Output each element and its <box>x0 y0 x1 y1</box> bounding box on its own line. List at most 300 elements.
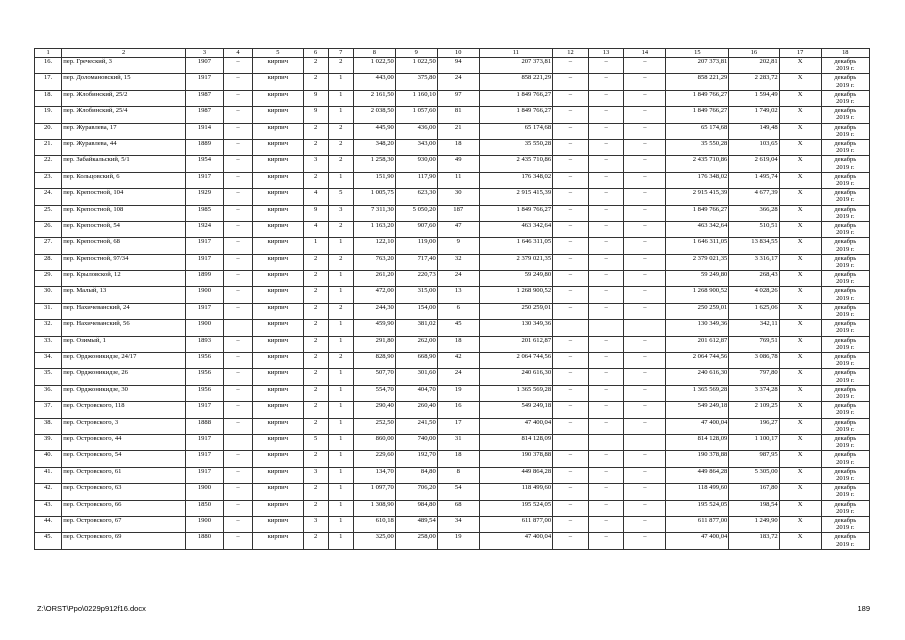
repair-cost-cell: 47 400,04 <box>479 533 552 549</box>
repair-cost-cell: 611 877,00 <box>479 516 552 532</box>
col14-cell: – <box>624 402 666 418</box>
col14-cell <box>624 434 666 450</box>
col4-cell: – <box>223 418 252 434</box>
residents-cell: 81 <box>437 107 479 123</box>
total-cost-cell: 2 379 021,35 <box>666 254 729 270</box>
unit-cost-cell: 5 305,00 <box>729 467 779 483</box>
col12-cell: – <box>553 484 589 500</box>
total-cost-cell: 2 435 710,86 <box>666 156 729 172</box>
address-cell: пер. Доломановский, 15 <box>62 74 186 90</box>
entrances-cell: 1 <box>328 74 353 90</box>
year-built-cell: 1987 <box>186 107 224 123</box>
entrances-cell: 2 <box>328 156 353 172</box>
deadline-cell <box>821 434 869 450</box>
row-number-cell: 19. <box>35 107 62 123</box>
unit-cost-cell: 366,28 <box>729 205 779 221</box>
deadline-month: декабрь <box>834 156 857 164</box>
total-area-cell: 229,60 <box>353 451 395 467</box>
deadline-year: 2019 г. <box>836 393 855 401</box>
col14-cell: – <box>624 533 666 549</box>
floors-cell: 9 <box>303 205 328 221</box>
col17-cell: Х <box>779 467 821 483</box>
col17-cell: Х <box>779 369 821 385</box>
living-area-cell: 1 057,60 <box>395 107 437 123</box>
deadline-year: 2019 г. <box>836 458 855 466</box>
deadline-month: декабрь <box>834 451 857 459</box>
deadline-cell <box>821 385 869 401</box>
year-built-cell: 1907 <box>186 58 224 74</box>
col13-cell: – <box>588 238 624 254</box>
unit-cost-cell: 198,54 <box>729 500 779 516</box>
address-cell: пер. Журавлева, 17 <box>62 123 186 139</box>
row-number-cell: 20. <box>35 123 62 139</box>
year-built-cell: 1914 <box>186 123 224 139</box>
total-area-cell: 244,30 <box>353 303 395 319</box>
address-cell: пер. Крепостной, 54 <box>62 221 186 237</box>
unit-cost-cell: 268,43 <box>729 271 779 287</box>
total-cost-cell: 449 864,28 <box>666 467 729 483</box>
residents-cell: 13 <box>437 287 479 303</box>
row-number-cell: 22. <box>35 156 62 172</box>
col14-cell: – <box>624 418 666 434</box>
entrances-cell: 1 <box>328 369 353 385</box>
col4-cell: – <box>223 467 252 483</box>
total-cost-cell: 2 915 415,39 <box>666 189 729 205</box>
address-cell: пер. Орджоникидзе, 24/17 <box>62 353 186 369</box>
wall-material-cell: кирпич <box>253 434 303 450</box>
header-cell: 10 <box>437 49 479 58</box>
wall-material-cell: кирпич <box>253 238 303 254</box>
living-area-cell: 192,70 <box>395 451 437 467</box>
col17-cell: Х <box>779 58 821 74</box>
entrances-cell: 2 <box>328 123 353 139</box>
entrances-cell: 2 <box>328 254 353 270</box>
total-cost-cell: 118 499,60 <box>666 484 729 500</box>
col13-cell: – <box>588 139 624 155</box>
col14-cell <box>624 320 666 336</box>
row-number-cell: 23. <box>35 172 62 188</box>
unit-cost-cell: 183,72 <box>729 533 779 549</box>
year-built-cell: 1917 <box>186 238 224 254</box>
wall-material-cell: кирпич <box>253 500 303 516</box>
footer-file-path: Z:\ORST\Ppo\0229p912f16.docx <box>37 604 146 613</box>
address-cell: пер. Крепостной, 97/34 <box>62 254 186 270</box>
living-area-cell: 117,90 <box>395 172 437 188</box>
repair-cost-cell: 190 378,88 <box>479 451 552 467</box>
col4-cell: – <box>223 238 252 254</box>
col12-cell: – <box>553 205 589 221</box>
deadline-cell <box>821 58 869 74</box>
col4-cell: – <box>223 385 252 401</box>
col17-cell: Х <box>779 205 821 221</box>
deadline-year: 2019 г. <box>836 442 855 450</box>
col13-cell: – <box>588 484 624 500</box>
unit-cost-cell: 202,81 <box>729 58 779 74</box>
floors-cell: 2 <box>303 369 328 385</box>
total-area-cell: 290,40 <box>353 402 395 418</box>
col13-cell: – <box>588 516 624 532</box>
residents-cell: 24 <box>437 369 479 385</box>
repair-cost-cell: 1 849 766,27 <box>479 90 552 106</box>
address-cell: пер. Островского, 67 <box>62 516 186 532</box>
unit-cost-cell: 3 086,78 <box>729 353 779 369</box>
floors-cell: 2 <box>303 172 328 188</box>
floors-cell: 2 <box>303 418 328 434</box>
col17-cell: Х <box>779 90 821 106</box>
footer-page-number: 189 <box>857 604 870 613</box>
col13-cell: – <box>588 123 624 139</box>
repair-cost-cell: 1 849 766,27 <box>479 205 552 221</box>
address-cell: пер. Жлобинский, 25/2 <box>62 90 186 106</box>
unit-cost-cell: 103,65 <box>729 139 779 155</box>
deadline-month: декабрь <box>834 434 857 442</box>
total-cost-cell: 65 174,68 <box>666 123 729 139</box>
address-cell: пер. Кольцовский, 6 <box>62 172 186 188</box>
deadline-cell <box>821 107 869 123</box>
total-area-cell: 2 161,50 <box>353 90 395 106</box>
total-cost-cell: 858 221,29 <box>666 74 729 90</box>
deadline-cell <box>821 500 869 516</box>
wall-material-cell: кирпич <box>253 221 303 237</box>
deadline-month: декабрь <box>834 123 857 131</box>
total-cost-cell: 1 849 766,27 <box>666 90 729 106</box>
year-built-cell: 1900 <box>186 320 224 336</box>
total-cost-cell: 240 616,30 <box>666 369 729 385</box>
deadline-month: декабрь <box>834 402 857 410</box>
col14-cell: – <box>624 254 666 270</box>
col14-cell: – <box>624 516 666 532</box>
row-number-cell: 25. <box>35 205 62 221</box>
year-built-cell: 1889 <box>186 139 224 155</box>
living-area-cell: 706,20 <box>395 484 437 500</box>
deadline-month: декабрь <box>834 533 857 541</box>
total-area-cell: 554,70 <box>353 385 395 401</box>
deadline-cell <box>821 533 869 549</box>
address-cell: пер. Нахичеванский, 24 <box>62 303 186 319</box>
residents-cell: 11 <box>437 172 479 188</box>
repair-cost-cell: 1 849 766,27 <box>479 107 552 123</box>
wall-material-cell: кирпич <box>253 58 303 74</box>
floors-cell: 2 <box>303 484 328 500</box>
year-built-cell: 1929 <box>186 189 224 205</box>
year-built-cell: 1917 <box>186 402 224 418</box>
col12-cell: – <box>553 172 589 188</box>
row-number-cell: 30. <box>35 287 62 303</box>
header-cell: 11 <box>479 49 552 58</box>
col14-cell: – <box>624 74 666 90</box>
deadline-month: декабрь <box>834 484 857 492</box>
unit-cost-cell: 1 495,74 <box>729 172 779 188</box>
residents-cell: 9 <box>437 238 479 254</box>
col12-cell: – <box>553 254 589 270</box>
address-cell: пер. Журавлева, 44 <box>62 139 186 155</box>
year-built-cell: 1917 <box>186 467 224 483</box>
table-body <box>35 49 870 550</box>
col12-cell: – <box>553 418 589 434</box>
living-area-cell: 220,73 <box>395 271 437 287</box>
col4-cell: – <box>223 221 252 237</box>
col12-cell: – <box>553 58 589 74</box>
entrances-cell: 1 <box>328 500 353 516</box>
col4-cell: – <box>223 353 252 369</box>
living-area-cell: 668,90 <box>395 353 437 369</box>
residents-cell: 24 <box>437 74 479 90</box>
unit-cost-cell: 167,80 <box>729 484 779 500</box>
year-built-cell: 1900 <box>186 484 224 500</box>
address-cell: пер. Островского, 63 <box>62 484 186 500</box>
residents-cell: 42 <box>437 353 479 369</box>
living-area-cell: 404,70 <box>395 385 437 401</box>
header-cell: 12 <box>553 49 589 58</box>
address-cell: пер. Жлобинский, 25/4 <box>62 107 186 123</box>
year-built-cell: 1888 <box>186 418 224 434</box>
col12-cell: – <box>553 353 589 369</box>
total-area-cell: 610,18 <box>353 516 395 532</box>
deadline-year: 2019 г. <box>836 179 855 187</box>
living-area-cell: 740,00 <box>395 434 437 450</box>
col14-cell: – <box>624 123 666 139</box>
header-cell: 16 <box>729 49 779 58</box>
wall-material-cell: кирпич <box>253 336 303 352</box>
col14-cell: – <box>624 369 666 385</box>
table-row <box>35 418 870 434</box>
row-number-cell: 35. <box>35 369 62 385</box>
col13-cell: – <box>588 287 624 303</box>
residents-cell: 18 <box>437 451 479 467</box>
address-cell: пер. Орджоникидзе, 30 <box>62 385 186 401</box>
address-cell: пер. Орджоникидзе, 26 <box>62 369 186 385</box>
row-number-cell: 16. <box>35 58 62 74</box>
deadline-cell <box>821 320 869 336</box>
deadline-cell <box>821 484 869 500</box>
wall-material-cell: кирпич <box>253 123 303 139</box>
entrances-cell: 1 <box>328 467 353 483</box>
residents-cell: 6 <box>437 303 479 319</box>
repair-cost-cell: 250 259,01 <box>479 303 552 319</box>
deadline-month: декабрь <box>834 238 857 246</box>
residents-cell: 34 <box>437 516 479 532</box>
repair-cost-cell: 549 249,18 <box>479 402 552 418</box>
residents-cell: 31 <box>437 434 479 450</box>
header-cell: 17 <box>779 49 821 58</box>
wall-material-cell: кирпич <box>253 156 303 172</box>
repair-cost-cell: 240 616,30 <box>479 369 552 385</box>
deadline-month: декабрь <box>834 172 857 180</box>
living-area-cell: 154,00 <box>395 303 437 319</box>
total-area-cell: 134,70 <box>353 467 395 483</box>
total-area-cell: 763,20 <box>353 254 395 270</box>
deadline-year: 2019 г. <box>836 507 855 515</box>
total-area-cell: 252,50 <box>353 418 395 434</box>
col12-cell: – <box>553 74 589 90</box>
year-built-cell: 1899 <box>186 271 224 287</box>
deadline-cell <box>821 369 869 385</box>
col17-cell: Х <box>779 107 821 123</box>
deadline-cell <box>821 238 869 254</box>
deadline-year: 2019 г. <box>836 540 855 548</box>
col12-cell: – <box>553 271 589 287</box>
total-area-cell: 443,00 <box>353 74 395 90</box>
col13-cell: – <box>588 107 624 123</box>
col4-cell: – <box>223 139 252 155</box>
col14-cell: – <box>624 353 666 369</box>
total-cost-cell: 59 249,80 <box>666 271 729 287</box>
floors-cell: 3 <box>303 467 328 483</box>
deadline-month: декабрь <box>834 139 857 147</box>
col4-cell: – <box>223 172 252 188</box>
total-cost-cell: 611 877,00 <box>666 516 729 532</box>
floors-cell: 2 <box>303 385 328 401</box>
entrances-cell: 1 <box>328 238 353 254</box>
deadline-month: декабрь <box>834 303 857 311</box>
deadline-cell <box>821 139 869 155</box>
deadline-month: декабрь <box>834 336 857 344</box>
floors-cell: 2 <box>303 533 328 549</box>
header-cell: 13 <box>588 49 624 58</box>
floors-cell: 9 <box>303 90 328 106</box>
deadline-cell <box>821 254 869 270</box>
col14-cell: – <box>624 484 666 500</box>
entrances-cell: 1 <box>328 90 353 106</box>
residents-cell: 187 <box>437 205 479 221</box>
floors-cell: 2 <box>303 353 328 369</box>
year-built-cell: 1900 <box>186 516 224 532</box>
total-area-cell: 151,90 <box>353 172 395 188</box>
living-area-cell: 301,60 <box>395 369 437 385</box>
col4-cell: – <box>223 156 252 172</box>
col4-cell: – <box>223 336 252 352</box>
column-number-header-row <box>35 49 870 58</box>
total-area-cell: 472,00 <box>353 287 395 303</box>
total-cost-cell: 814 128,09 <box>666 434 729 450</box>
living-area-cell: 241,50 <box>395 418 437 434</box>
col13-cell: – <box>588 254 624 270</box>
row-number-cell: 24. <box>35 189 62 205</box>
floors-cell: 5 <box>303 434 328 450</box>
col14-cell: – <box>624 271 666 287</box>
deadline-month: декабрь <box>834 58 857 65</box>
address-cell: пер. Озимый, 1 <box>62 336 186 352</box>
living-area-cell: 984,80 <box>395 500 437 516</box>
repair-cost-cell: 463 342,64 <box>479 221 552 237</box>
header-cell: 2 <box>62 49 186 58</box>
repair-cost-cell: 176 348,02 <box>479 172 552 188</box>
col12-cell: – <box>553 451 589 467</box>
deadline-year: 2019 г. <box>836 212 855 220</box>
entrances-cell: 1 <box>328 271 353 287</box>
deadline-year: 2019 г. <box>836 409 855 417</box>
col12-cell: – <box>553 139 589 155</box>
year-built-cell: 1917 <box>186 451 224 467</box>
living-area-cell: 5 050,20 <box>395 205 437 221</box>
repair-cost-cell: 130 349,36 <box>479 320 552 336</box>
entrances-cell: 1 <box>328 336 353 352</box>
living-area-cell: 436,00 <box>395 123 437 139</box>
col12-cell <box>553 434 589 450</box>
address-cell: пер. Островского, 118 <box>62 402 186 418</box>
entrances-cell: 3 <box>328 205 353 221</box>
total-cost-cell: 47 400,04 <box>666 533 729 549</box>
unit-cost-cell: 1 749,02 <box>729 107 779 123</box>
row-number-cell: 41. <box>35 467 62 483</box>
col12-cell: – <box>553 402 589 418</box>
table-row <box>35 254 870 270</box>
total-area-cell: 2 038,50 <box>353 107 395 123</box>
col4-cell <box>223 320 252 336</box>
deadline-year: 2019 г. <box>836 81 855 89</box>
unit-cost-cell: 1 594,49 <box>729 90 779 106</box>
unit-cost-cell: 13 834,55 <box>729 238 779 254</box>
col4-cell: – <box>223 402 252 418</box>
unit-cost-cell: 4 028,26 <box>729 287 779 303</box>
living-area-cell: 262,00 <box>395 336 437 352</box>
year-built-cell: 1893 <box>186 336 224 352</box>
header-cell: 1 <box>35 49 62 58</box>
floors-cell: 9 <box>303 107 328 123</box>
col17-cell: Х <box>779 402 821 418</box>
total-cost-cell: 2 064 744,56 <box>666 353 729 369</box>
row-number-cell: 21. <box>35 139 62 155</box>
col12-cell: – <box>553 107 589 123</box>
deadline-year: 2019 г. <box>836 278 855 286</box>
col13-cell: – <box>588 303 624 319</box>
table-row <box>35 172 870 188</box>
unit-cost-cell: 149,48 <box>729 123 779 139</box>
col17-cell: Х <box>779 74 821 90</box>
col13-cell: – <box>588 172 624 188</box>
table-row <box>35 139 870 155</box>
total-area-cell: 325,00 <box>353 533 395 549</box>
col4-cell: – <box>223 516 252 532</box>
wall-material-cell: кирпич <box>253 402 303 418</box>
col4-cell: – <box>223 107 252 123</box>
col4-cell: – <box>223 205 252 221</box>
total-area-cell: 445,90 <box>353 123 395 139</box>
wall-material-cell: кирпич <box>253 74 303 90</box>
col4-cell: – <box>223 303 252 319</box>
col17-cell: Х <box>779 516 821 532</box>
col17-cell: Х <box>779 238 821 254</box>
residents-cell: 94 <box>437 58 479 74</box>
col14-cell: – <box>624 221 666 237</box>
col4-cell: – <box>223 189 252 205</box>
deadline-year: 2019 г. <box>836 360 855 368</box>
total-area-cell: 1 163,20 <box>353 221 395 237</box>
total-area-cell: 122,10 <box>353 238 395 254</box>
col13-cell: – <box>588 369 624 385</box>
floors-cell: 2 <box>303 451 328 467</box>
row-number-cell: 38. <box>35 418 62 434</box>
total-cost-cell: 130 349,36 <box>666 320 729 336</box>
deadline-month: декабрь <box>834 254 857 262</box>
total-cost-cell: 1 365 569,28 <box>666 385 729 401</box>
col14-cell: – <box>624 500 666 516</box>
table-row <box>35 320 870 336</box>
deadline-month: декабрь <box>834 516 857 524</box>
col13-cell: – <box>588 74 624 90</box>
wall-material-cell: кирпич <box>253 484 303 500</box>
table-row <box>35 369 870 385</box>
total-cost-cell: 195 524,05 <box>666 500 729 516</box>
repair-cost-cell: 35 550,28 <box>479 139 552 155</box>
deadline-cell <box>821 467 869 483</box>
address-cell: пер. Греческий, 3 <box>62 58 186 74</box>
col4-cell: – <box>223 500 252 516</box>
floors-cell: 2 <box>303 320 328 336</box>
floors-cell: 1 <box>303 238 328 254</box>
table-row <box>35 533 870 549</box>
table-row <box>35 221 870 237</box>
